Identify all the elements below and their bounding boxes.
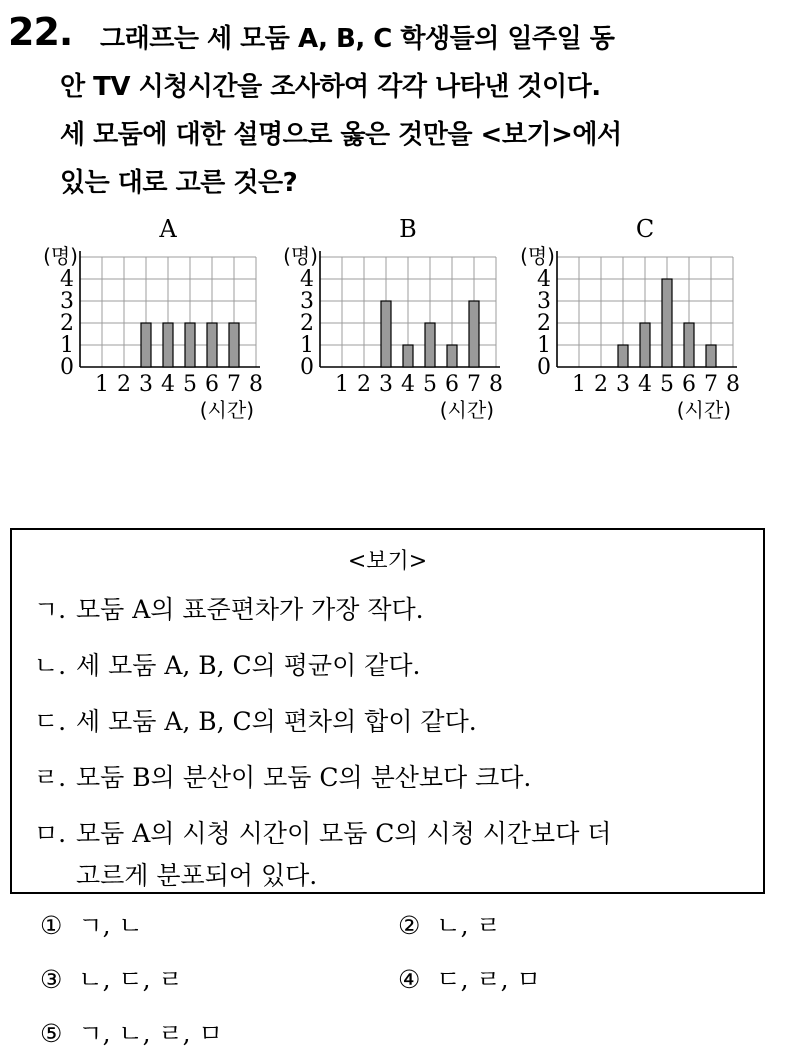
bogi-box	[10, 528, 765, 894]
bar	[141, 323, 151, 367]
choice-number: ①	[40, 911, 63, 940]
y-axis-label: (명)	[43, 244, 78, 268]
histogram-figure	[0, 205, 808, 515]
bar	[662, 279, 672, 367]
x-tick-label: 1	[95, 372, 109, 397]
x-tick-label: 5	[183, 372, 197, 397]
bogi-title: <보기>	[347, 549, 428, 574]
bar	[469, 301, 479, 367]
x-tick-label: 6	[682, 372, 696, 397]
y-tick-label: 0	[537, 355, 551, 380]
choice-4[interactable]	[398, 960, 541, 996]
y-tick-label: 0	[60, 355, 74, 380]
y-tick-label: 3	[300, 289, 314, 314]
chart-title: B	[399, 215, 417, 243]
choice-5[interactable]	[40, 1014, 223, 1050]
x-tick-label: 3	[139, 372, 153, 397]
y-tick-label: 3	[60, 289, 74, 314]
x-axis-label: (시간)	[439, 398, 494, 422]
x-tick-label: 6	[205, 372, 219, 397]
y-tick-label: 2	[300, 311, 314, 336]
x-tick-label: 8	[489, 372, 503, 397]
bar	[684, 323, 694, 367]
bar	[618, 345, 628, 367]
x-axis-label: (시간)	[676, 398, 731, 422]
bogi-item-giyeok	[34, 590, 424, 626]
choice-text: ㄱ, ㄴ	[78, 911, 143, 940]
choice-text: ㄴ, ㄹ	[436, 911, 501, 940]
bogi-item-text: 세 모둠 A, B, C의 편차의 합이 같다.	[76, 707, 477, 736]
choice-text: ㄱ, ㄴ, ㄹ, ㅁ	[78, 1019, 223, 1048]
bar	[229, 323, 239, 367]
chart-title: A	[159, 215, 177, 243]
bar	[706, 345, 716, 367]
question-line-3: 세 모둠에 대한 설명으로 옳은 것만을 <보기>에서	[60, 120, 622, 150]
x-tick-label: 3	[379, 372, 393, 397]
x-tick-label: 8	[726, 372, 740, 397]
x-tick-label: 6	[445, 372, 459, 397]
y-axis-label: (명)	[520, 244, 555, 268]
bar	[447, 345, 457, 367]
y-tick-label: 1	[537, 333, 551, 358]
histograms	[0, 205, 808, 515]
choice-number: ⑤	[40, 1019, 63, 1048]
question-line-2: 안 TV 시청시간을 조사하여 각각 나타낸 것이다.	[60, 72, 601, 102]
bogi-item-digeut	[34, 702, 477, 738]
bogi-item-text: 모둠 B의 분산이 모둠 C의 분산보다 크다.	[76, 763, 532, 792]
chart-title: C	[635, 215, 655, 243]
choice-number: ④	[398, 965, 421, 994]
y-axis-label: (명)	[283, 244, 318, 268]
x-tick-label: 8	[249, 372, 263, 397]
choice-2[interactable]	[398, 906, 501, 942]
y-tick-label: 0	[300, 355, 314, 380]
x-tick-label: 2	[117, 372, 131, 397]
bogi-item-text: 모둠 A의 표준편차가 가장 작다.	[76, 595, 424, 624]
x-tick-label: 7	[467, 372, 481, 397]
bogi-item-text: 모둠 A의 시청 시간이 모둠 C의 시청 시간보다 더	[76, 819, 612, 848]
bar	[185, 323, 195, 367]
choice-text: ㄷ, ㄹ, ㅁ	[436, 965, 541, 994]
bogi-item-mieum-continuation: 고르게 분포되어 있다.	[76, 861, 318, 890]
bogi-item-label: ㄱ.	[34, 595, 67, 624]
y-tick-label: 2	[60, 311, 74, 336]
question-number: 22.	[8, 10, 73, 54]
x-tick-label: 5	[660, 372, 674, 397]
x-tick-label: 4	[401, 372, 415, 397]
x-tick-label: 2	[594, 372, 608, 397]
x-tick-label: 5	[423, 372, 437, 397]
y-tick-label: 4	[300, 267, 314, 292]
choice-3[interactable]	[40, 960, 183, 996]
x-axis-label: (시간)	[199, 398, 254, 422]
y-tick-label: 1	[60, 333, 74, 358]
choice-1[interactable]	[40, 906, 143, 942]
bogi-item-label: ㄷ.	[34, 707, 67, 736]
x-tick-label: 4	[161, 372, 175, 397]
bogi-item-label: ㄴ.	[34, 651, 67, 680]
question-line-1: 그래프는 세 모둠 A, B, C 학생들의 일주일 동	[100, 24, 615, 54]
bar	[403, 345, 413, 367]
bogi-item-nieun	[34, 646, 420, 682]
x-tick-label: 1	[335, 372, 349, 397]
bogi-item-label: ㄹ.	[34, 763, 67, 792]
choice-number: ③	[40, 965, 63, 994]
y-tick-label: 3	[537, 289, 551, 314]
x-tick-label: 4	[638, 372, 652, 397]
x-tick-label: 1	[572, 372, 586, 397]
bar	[381, 301, 391, 367]
bogi-item-text: 세 모둠 A, B, C의 평균이 같다.	[76, 651, 421, 680]
bar	[207, 323, 217, 367]
x-tick-label: 3	[616, 372, 630, 397]
bogi-item-label: ㅁ.	[34, 819, 67, 848]
y-tick-label: 4	[537, 267, 551, 292]
y-tick-label: 1	[300, 333, 314, 358]
x-tick-label: 7	[704, 372, 718, 397]
bar	[163, 323, 173, 367]
y-tick-label: 2	[537, 311, 551, 336]
bogi-item-rieul	[34, 758, 531, 794]
bar	[425, 323, 435, 367]
choice-text: ㄴ, ㄷ, ㄹ	[78, 965, 183, 994]
question-line-4: 있는 대로 고른 것은?	[60, 168, 298, 198]
choice-number: ②	[398, 911, 421, 940]
bogi-item-mieum	[34, 814, 611, 850]
x-tick-label: 7	[227, 372, 241, 397]
y-tick-label: 4	[60, 267, 74, 292]
x-tick-label: 2	[357, 372, 371, 397]
bar	[640, 323, 650, 367]
